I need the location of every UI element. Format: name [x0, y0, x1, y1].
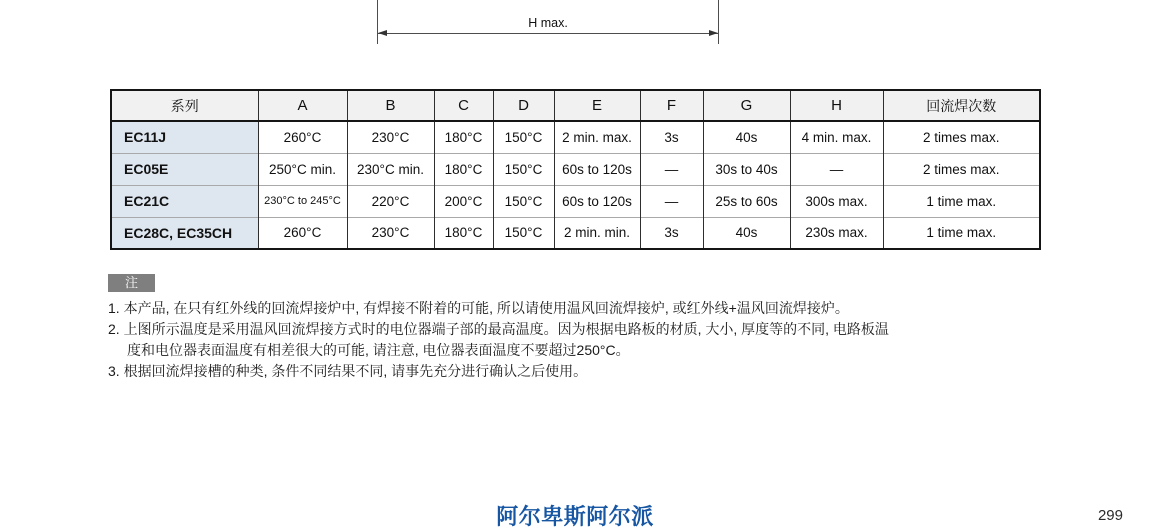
value-cell: 180°C [434, 153, 493, 185]
value-cell: 230°C to 245°C [258, 185, 347, 217]
note-line-1: 1. 本产品, 在只有红外线的回流焊接炉中, 有焊接不附着的可能, 所以请使用温风回流焊接炉, 或红外线+温风回流焊接炉。 [108, 300, 849, 316]
series-cell: EC21C [111, 185, 258, 217]
dimension-annotation [377, 0, 719, 46]
value-cell: 230°C [347, 121, 434, 153]
table-header-row [111, 90, 1040, 121]
reflow-conditions-table [110, 89, 1041, 250]
column-header-h: H [790, 90, 883, 121]
arrowhead-left-icon [378, 30, 387, 36]
value-cell: 60s to 120s [554, 153, 640, 185]
value-cell: 2 times max. [883, 121, 1040, 153]
table-row [111, 121, 1040, 153]
value-cell: 25s to 60s [703, 185, 790, 217]
dimension-line [378, 33, 718, 34]
value-cell: 60s to 120s [554, 185, 640, 217]
value-cell: 4 min. max. [790, 121, 883, 153]
value-cell: 180°C [434, 217, 493, 249]
value-cell: 1 time max. [883, 185, 1040, 217]
value-cell: 260°C [258, 217, 347, 249]
column-header-b: B [347, 90, 434, 121]
value-cell: 30s to 40s [703, 153, 790, 185]
note-line-2: 2. 上图所示温度是采用温风回流焊接方式时的电位器端子部的最高温度。因为根据电路板的材质, 大小, 厚度等的不同, 电路板温 [108, 321, 889, 337]
value-cell: 3s [640, 121, 703, 153]
value-cell: 230°C min. [347, 153, 434, 185]
dimension-label: H max. [528, 16, 568, 30]
table-row [111, 217, 1040, 249]
table-row [111, 153, 1040, 185]
note-badge: 注 [108, 274, 155, 292]
value-cell: 260°C [258, 121, 347, 153]
value-cell: 230s max. [790, 217, 883, 249]
value-cell: 250°C min. [258, 153, 347, 185]
column-header-g: G [703, 90, 790, 121]
column-header-d: D [493, 90, 554, 121]
value-cell: 2 min. min. [554, 217, 640, 249]
notes-section [108, 274, 898, 382]
value-cell: — [790, 153, 883, 185]
value-cell: 150°C [493, 153, 554, 185]
series-cell: EC11J [111, 121, 258, 153]
value-cell: — [640, 153, 703, 185]
footer-brand: 阿尔卑斯阿尔派 [496, 504, 654, 529]
series-cell: EC05E [111, 153, 258, 185]
value-cell: 150°C [493, 121, 554, 153]
value-cell: 2 min. max. [554, 121, 640, 153]
column-header-c: C [434, 90, 493, 121]
value-cell: 3s [640, 217, 703, 249]
arrowhead-right-icon [709, 30, 718, 36]
value-cell: 200°C [434, 185, 493, 217]
series-cell: EC28C, EC35CH [111, 217, 258, 249]
value-cell: 40s [703, 121, 790, 153]
column-header-f: F [640, 90, 703, 121]
page-number: 299 [1097, 507, 1123, 524]
note-line-2-continued: 度和电位器表面温度有相差很大的可能, 请注意, 电位器表面温度不要超过250°C。 [127, 342, 630, 358]
value-cell: 40s [703, 217, 790, 249]
value-cell: 230°C [347, 217, 434, 249]
value-cell: 220°C [347, 185, 434, 217]
value-cell: 2 times max. [883, 153, 1040, 185]
value-cell: 150°C [493, 185, 554, 217]
note-line-3: 3. 根据回流焊接槽的种类, 条件不同结果不同, 请事先充分进行确认之后使用。 [108, 363, 588, 379]
column-header-a: A [258, 90, 347, 121]
column-header-e: E [554, 90, 640, 121]
value-cell: 150°C [493, 217, 554, 249]
value-cell: 180°C [434, 121, 493, 153]
column-header-series: 系列 [111, 90, 258, 121]
value-cell: 300s max. [790, 185, 883, 217]
column-header-reflow-cycles: 回流焊次数 [883, 90, 1040, 121]
value-cell: — [640, 185, 703, 217]
table-row [111, 185, 1040, 217]
value-cell: 1 time max. [883, 217, 1040, 249]
